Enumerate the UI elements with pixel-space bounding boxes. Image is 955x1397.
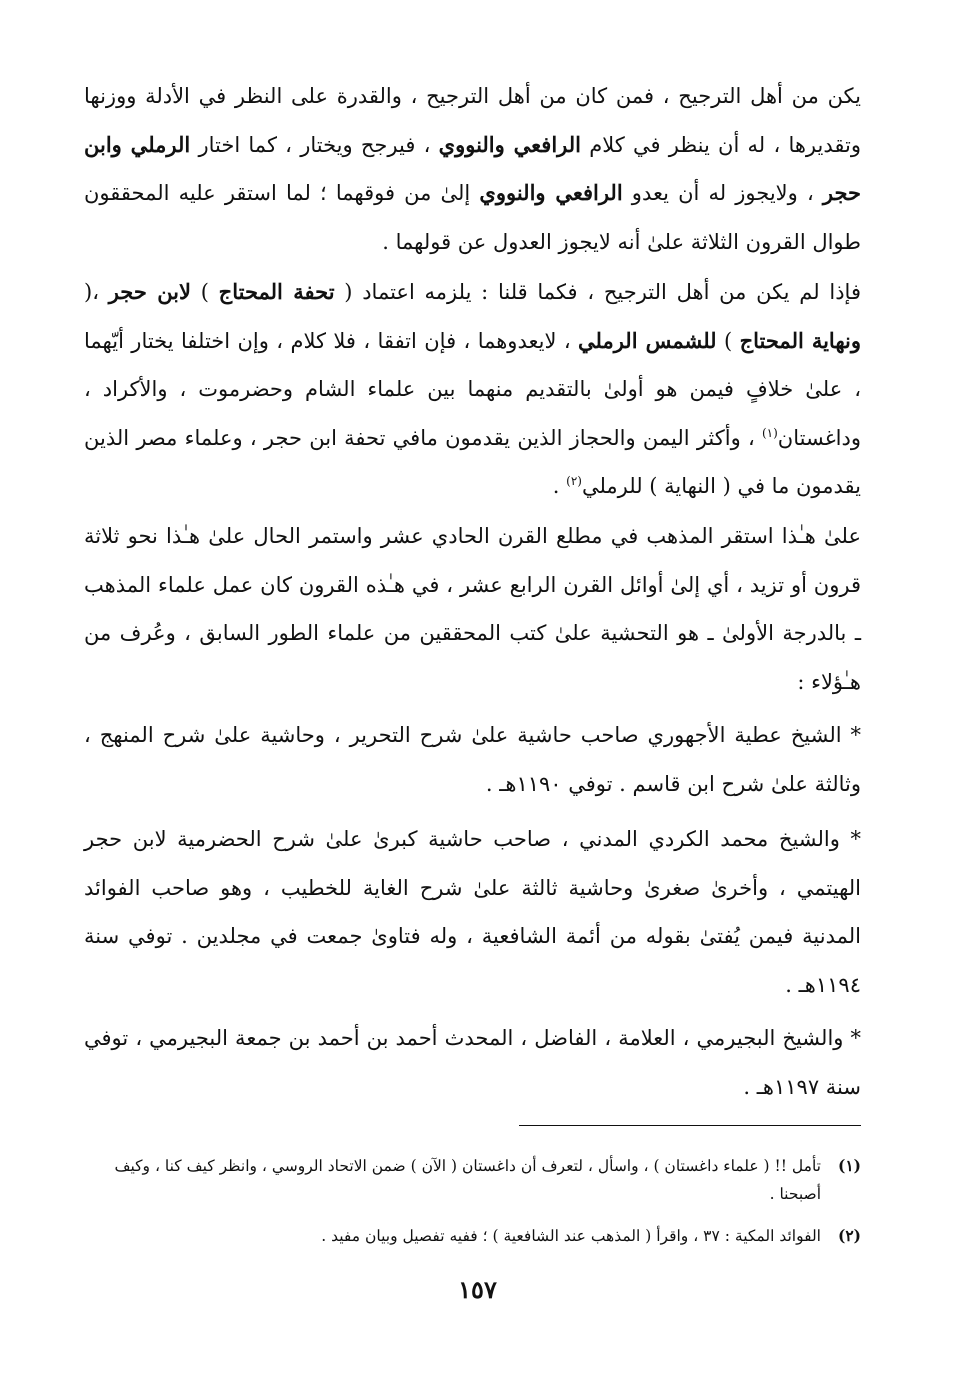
paragraph-2-text-c: ) [191,280,219,304]
paragraph-2 [84,268,861,511]
bold-ibn-hajar: لابن حجر [108,279,192,304]
footnote-1-text: تأمل !! ( علماء داغستان ) ، واسأل ، لتعرف أن داغستان ( الآن ) ضمن الاتحاد الروسي ، وانظر كيف كنا ، وكيف أصبحنا . [114,1157,821,1203]
paragraph-2-text-k: . [552,474,567,498]
paragraph-2-text-j: ، وأكثر اليمن والحجاز الذين يقدمون مافي تحفة ابن حجر ، وعلماء مصر الذين يقدمون ما في ( النهاية ) للرملي [84,425,861,498]
paragraph-2-text-g: ) [716,328,740,353]
paragraph-1-text-c: ، فيرجح ويختار ، كما اختار [190,132,439,157]
paragraph-1-text-a: يكن من أهل الترجيح ، فمن كان من أهل الترجيح ، والقدرة على النظر في الأدلة ووزنها وتقديرها ، له أن ينظر في كلام [84,84,861,157]
paragraph-5: * والشيخ محمد الكردي المدني ، صاحب حاشية كبرىٰ علىٰ شرح الحضرمية لابن حجر الهيتمي ، وأخرىٰ صغرىٰ وحاشية ثالثة علىٰ شرح الغاية للخطيب ، وهو صاحب الفوائد المدنية فيمن يُفتىٰ بقوله من أئمة الشافعية ، وله فتاوىٰ جمعت في مجلدين . توفي سنة ١١٩٤هـ . [84,827,861,997]
footnote-ref-1[interactable]: (١) [761,425,778,440]
paragraph-3: علىٰ هـٰذا استقر المذهب في مطلع القرن الحادي عشر واستمر الحال علىٰ هـٰذا نحو ثلاثة قرون أو تزيد ، أي إلىٰ أوائل القرن الرابع عشر ، في هـٰذه القرون كان عمل علماء المذهب ـ بالدرجة الأولىٰ ـ هو التحشية علىٰ كتب المحققين من علماء الطور السابق ، وعُرف من هـٰؤلاء : [84,524,861,694]
bold-nihayat-al-muhtaj: ونهاية المحتاج [739,327,862,353]
bold-rafii-nawawi-2: الرافعي والنووي [479,180,623,205]
paragraph-2-text-a: فإذا لم يكن من أهل الترجيح ، فكما قلنا : يلزمه اعتماد ( [334,280,861,304]
paragraph-6: * والشيخ البجيرمي ، العلامة ، الفاضل ، المحدث أحمد بن أحمد بن جمعة البجيرمي ، توفي سنة ١١٩٧هـ . [84,1026,861,1099]
page-number: ١٥٧ [458,1275,497,1304]
footnote-2-text: الفوائد المكية : ٣٧ ، واقرأ ( المذهب عند الشافعية ) ؛ ففيه تفصيل وبيان مفيد . [321,1227,821,1245]
footnote-2 [84,1222,861,1250]
bold-tuhfat-al-muhtaj: تحفة المحتاج [218,279,335,304]
paragraph-4: * الشيخ عطية الأجهوري صاحب حاشية علىٰ شرح التحرير ، وحاشية علىٰ شرح المنهج ، وثالثة علىٰ شرح ابن قاسم . توفي ١١٩٠هـ . [84,723,861,796]
footnote-1-number: (١) [837,1156,861,1175]
footnote-2-number: (٢) [837,1226,861,1245]
paragraph-1-text-e: ، ولايجوز له أن يعدو [622,181,823,205]
bold-rafii-nawawi-1: الرافعي والنووي [438,131,581,157]
bold-ramli-ibn-hajar: الرملي وابن حجر [84,131,861,205]
paragraph-1-text-g: إلىٰ من فوقهما ؛ لما استقر عليه المحققون طوال القرون الثلاثة علىٰ أنه لايجوز العدول عن قولهما . [84,181,861,254]
footnote-ref-2[interactable]: (٢) [566,474,582,488]
footnote-divider [519,1125,861,1126]
paragraph-2-text-e: ،( [84,280,109,304]
bold-shams-al-ramli: للشمس الرملي [578,327,717,353]
paragraph-2-text-i: ، لايعدوهما ، فإن اتفقا ، فلا كلام ، وإن اختلفا يختار أيّهما ، علىٰ خلافٍ فيمن هو أولىٰ بالتقديم منهما بين علماء الشام وحضرموت ، والأكراد ، وداغستان [84,328,861,450]
paragraph-1 [84,72,861,266]
footnote-1 [84,1152,861,1208]
